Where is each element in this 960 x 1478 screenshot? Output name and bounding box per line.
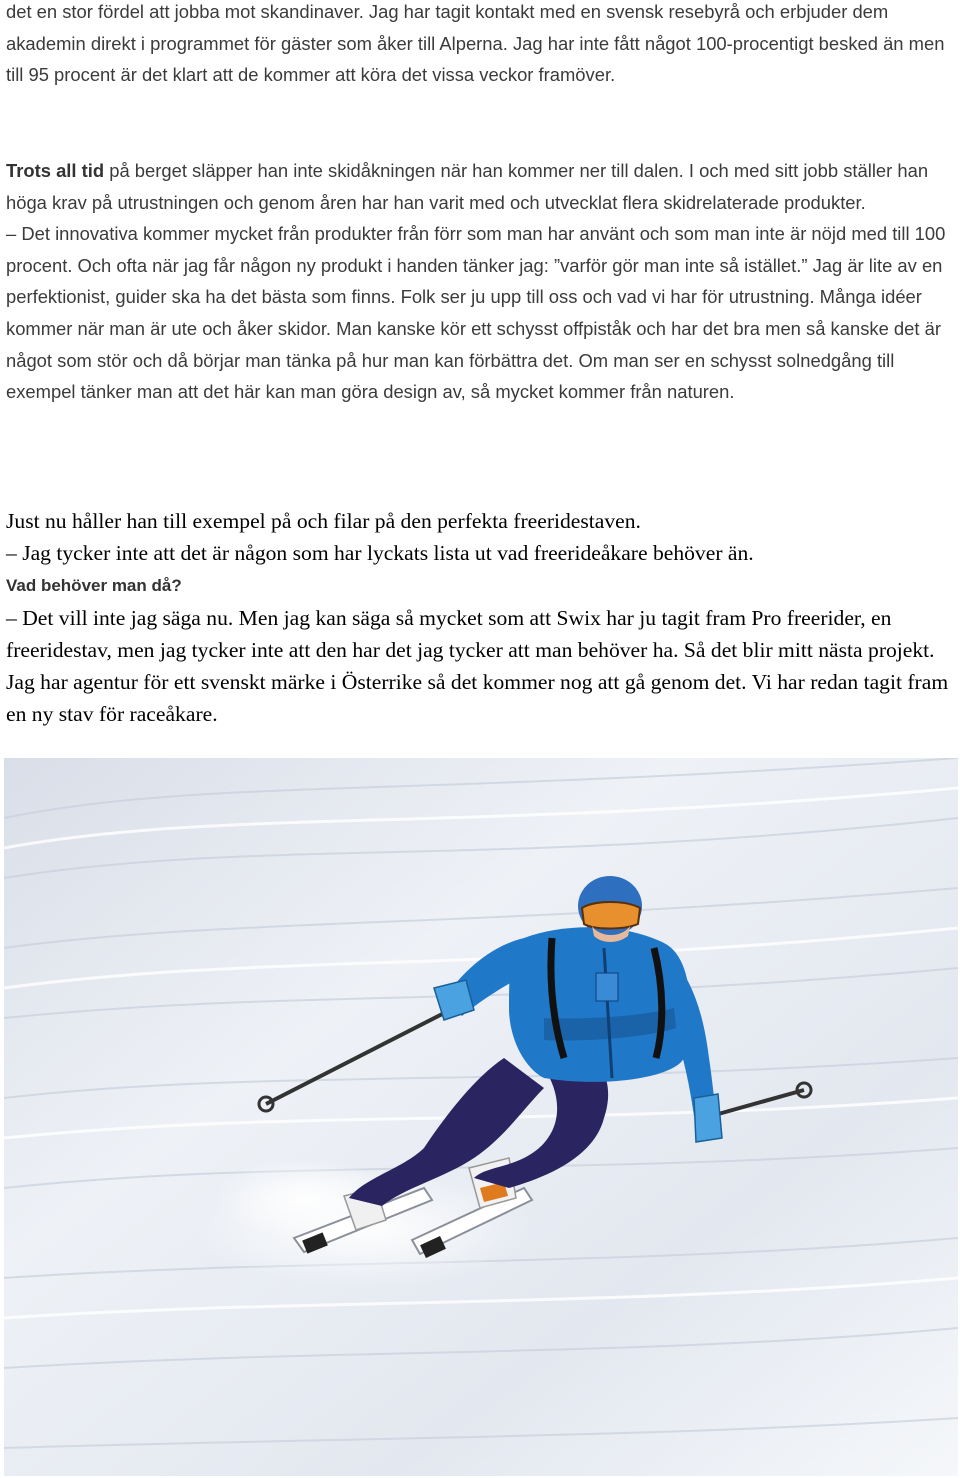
body-paragraph [6,155,956,218]
body-section [6,155,956,408]
intro-paragraph [6,0,956,91]
quote-paragraph: – Det innovativa kommer mycket från produkter från förr som man har använt och som man inte är nöjd med till 100 procent. Och ofta när jag får någon ny produkt i handen tänker jag: ”varför gör man inte så istället.” Jag är lite av en perfektionist, guider ska ha det bästa som finns. Folk ser ju upp till oss och vad vi har för utrustning. Många idéer kommer när man är ute och åker skidor. Man kanske kör ett schysst offpiståk och har det bra men så kanske det är något som stör och då börjar man tänka på hur man kan förbättra det. Om man ser en schysst solnedgång till exempel tänker man att det här kan man göra design av, så mycket kommer från naturen. [6,223,946,403]
question-label: Vad behöver man då? [6,575,182,595]
lead-rest: på berget släpper han inte skidåkningen när han kommer ner till dalen. I och med sitt jobb ställer han höga krav på utrustningen och genom åren har han varit med och utvecklat flera skidrelaterade produkter. [6,160,929,213]
skier-illustration [4,758,958,1476]
lead-bold: Trots all tid [6,160,105,181]
serif-line-1: Just nu håller han till exempel på och filar på den perfekta freeridestaven. [6,509,641,533]
serif-line-2: – Jag tycker inte att det är någon som har lyckats lista ut vad freerideåkare behöver än. [6,541,754,566]
answer-paragraph: – Det vill inte jag säga nu. Men jag kan säga så mycket som att Swix har ju tagit fram Pro freerider, en freeridestav, men jag tycker inte att den har det jag tycker att man behöver ha. Så det blir mitt nästa projekt. Jag har agentur för ett svenskt märke i Österrike så det kommer nog att gå genom det. Vi har redan tagit fram en ny stav för raceåkare. [6,605,949,727]
serif-section [6,505,956,731]
intro-text: det en stor fördel att jobba mot skandinaver. Jag har tagit kontakt med en svensk resebyrå och erbjuder dem akademin direkt i programmet för gäster som åker till Alperna. Jag har inte fått något 100-procentigt besked än men till 95 procent är det klart att de kommer att köra det vissa veckor framöver. [6,1,945,86]
skier-photo [4,758,958,1476]
goggles [582,902,640,929]
